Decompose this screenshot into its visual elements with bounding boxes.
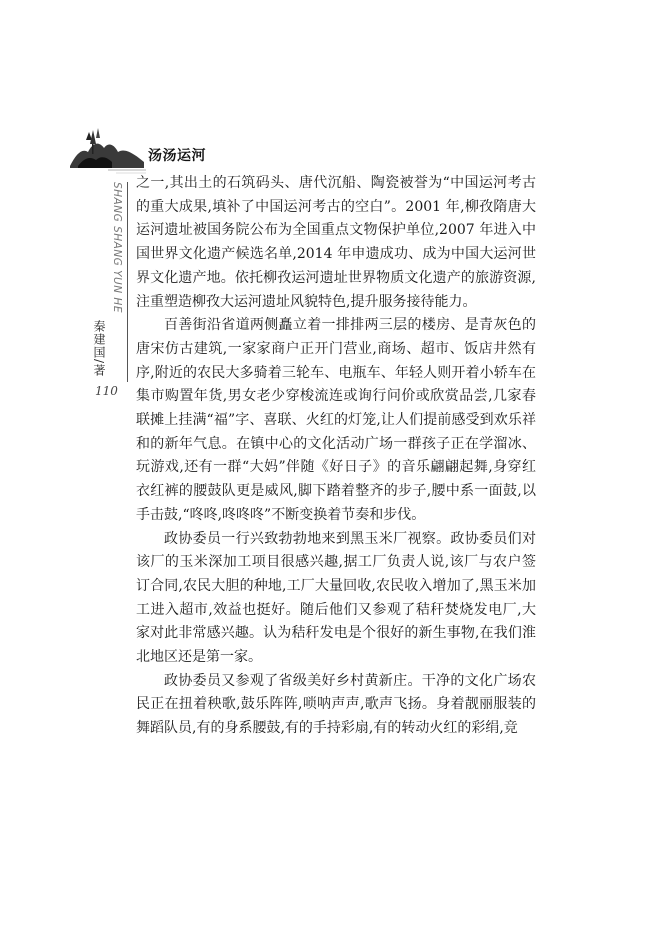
- paragraph: 百善街沿省道两侧矗立着一排排两三层的楼房、是青灰色的唐宋仿古建筑,一家家商户正开门营业,商场、超市、饭店井然有序,附近的农民大多骑着三轮车、电瓶车、年轻人则开着小轿车在集市购置年货,男女老少穿梭流连或询行问价或欣赏品尝,几家春联摊上挂满“福”字、喜联、火红的灯笼,让人们提前感受到欢乐祥和的新年气息。在镇中心的文化活动广场一群孩子正在学溜冰、玩游戏,还有一群“大妈”伴随《好日子》的音乐翩翩起舞,身穿红衣红裤的腰鼓队更是威风,脚下踏着整齐的步子,腰中系一面鼓,以手击鼓,“咚咚,咚咚咚”不断变换着节奏和步伐。: [136, 317, 536, 523]
- author-credit: 秦建国/著: [92, 320, 106, 378]
- page-number: 110: [95, 384, 118, 398]
- paragraph: 政协委员又参观了省级美好乡村黄新庄。干净的文化广场农民正在扭着秧歌,鼓乐阵阵,唢呐声声,歌声飞扬。身着靓丽服装的舞蹈队员,有的身系腰鼓,有的手持彩扇,有的转动火红的彩绢,竞: [136, 672, 536, 737]
- body-text: [136, 172, 536, 741]
- book-title-pinyin: SHANG SHANG YUN HE: [111, 182, 123, 313]
- ink-landscape-icon: [68, 126, 148, 176]
- running-header: [68, 126, 268, 176]
- sidebar-divider: [127, 182, 128, 382]
- paragraph: 政协委员一行兴致勃勃地来到黑玉米厂视察。政协委员们对该厂的玉米深加工项目很感兴趣,据工厂负责人说,该厂与农户签订合同,农民大胆的种地,工厂大量回收,农民收入增加了,黑玉米加工进入超市,效益也挺好。随后他们又参观了秸秆焚烧发电厂,大家对此非常感兴趣。认为秸秆发电是个很好的新生事物,在我们淮北地区还是第一家。: [136, 530, 536, 666]
- header-title: 汤汤运河: [148, 148, 206, 164]
- paragraph: 之一,其出土的石筑码头、唐代沉船、陶瓷被誉为“中国运河考古的重大成果,填补了中国运河考古的空白”。2001 年,柳孜隋唐大运河遗址被国务院公布为全国重点文物保护单位,2007 年进入中国世界文化遗产候选名单,2014 年申遗成功、成为中国大运河世界文化遗产地。依托柳孜运河遗址世界物质文化遗产的旅游资源,注重塑造柳孜大运河遗址风貌特色,提升服务接待能力。: [136, 175, 536, 310]
